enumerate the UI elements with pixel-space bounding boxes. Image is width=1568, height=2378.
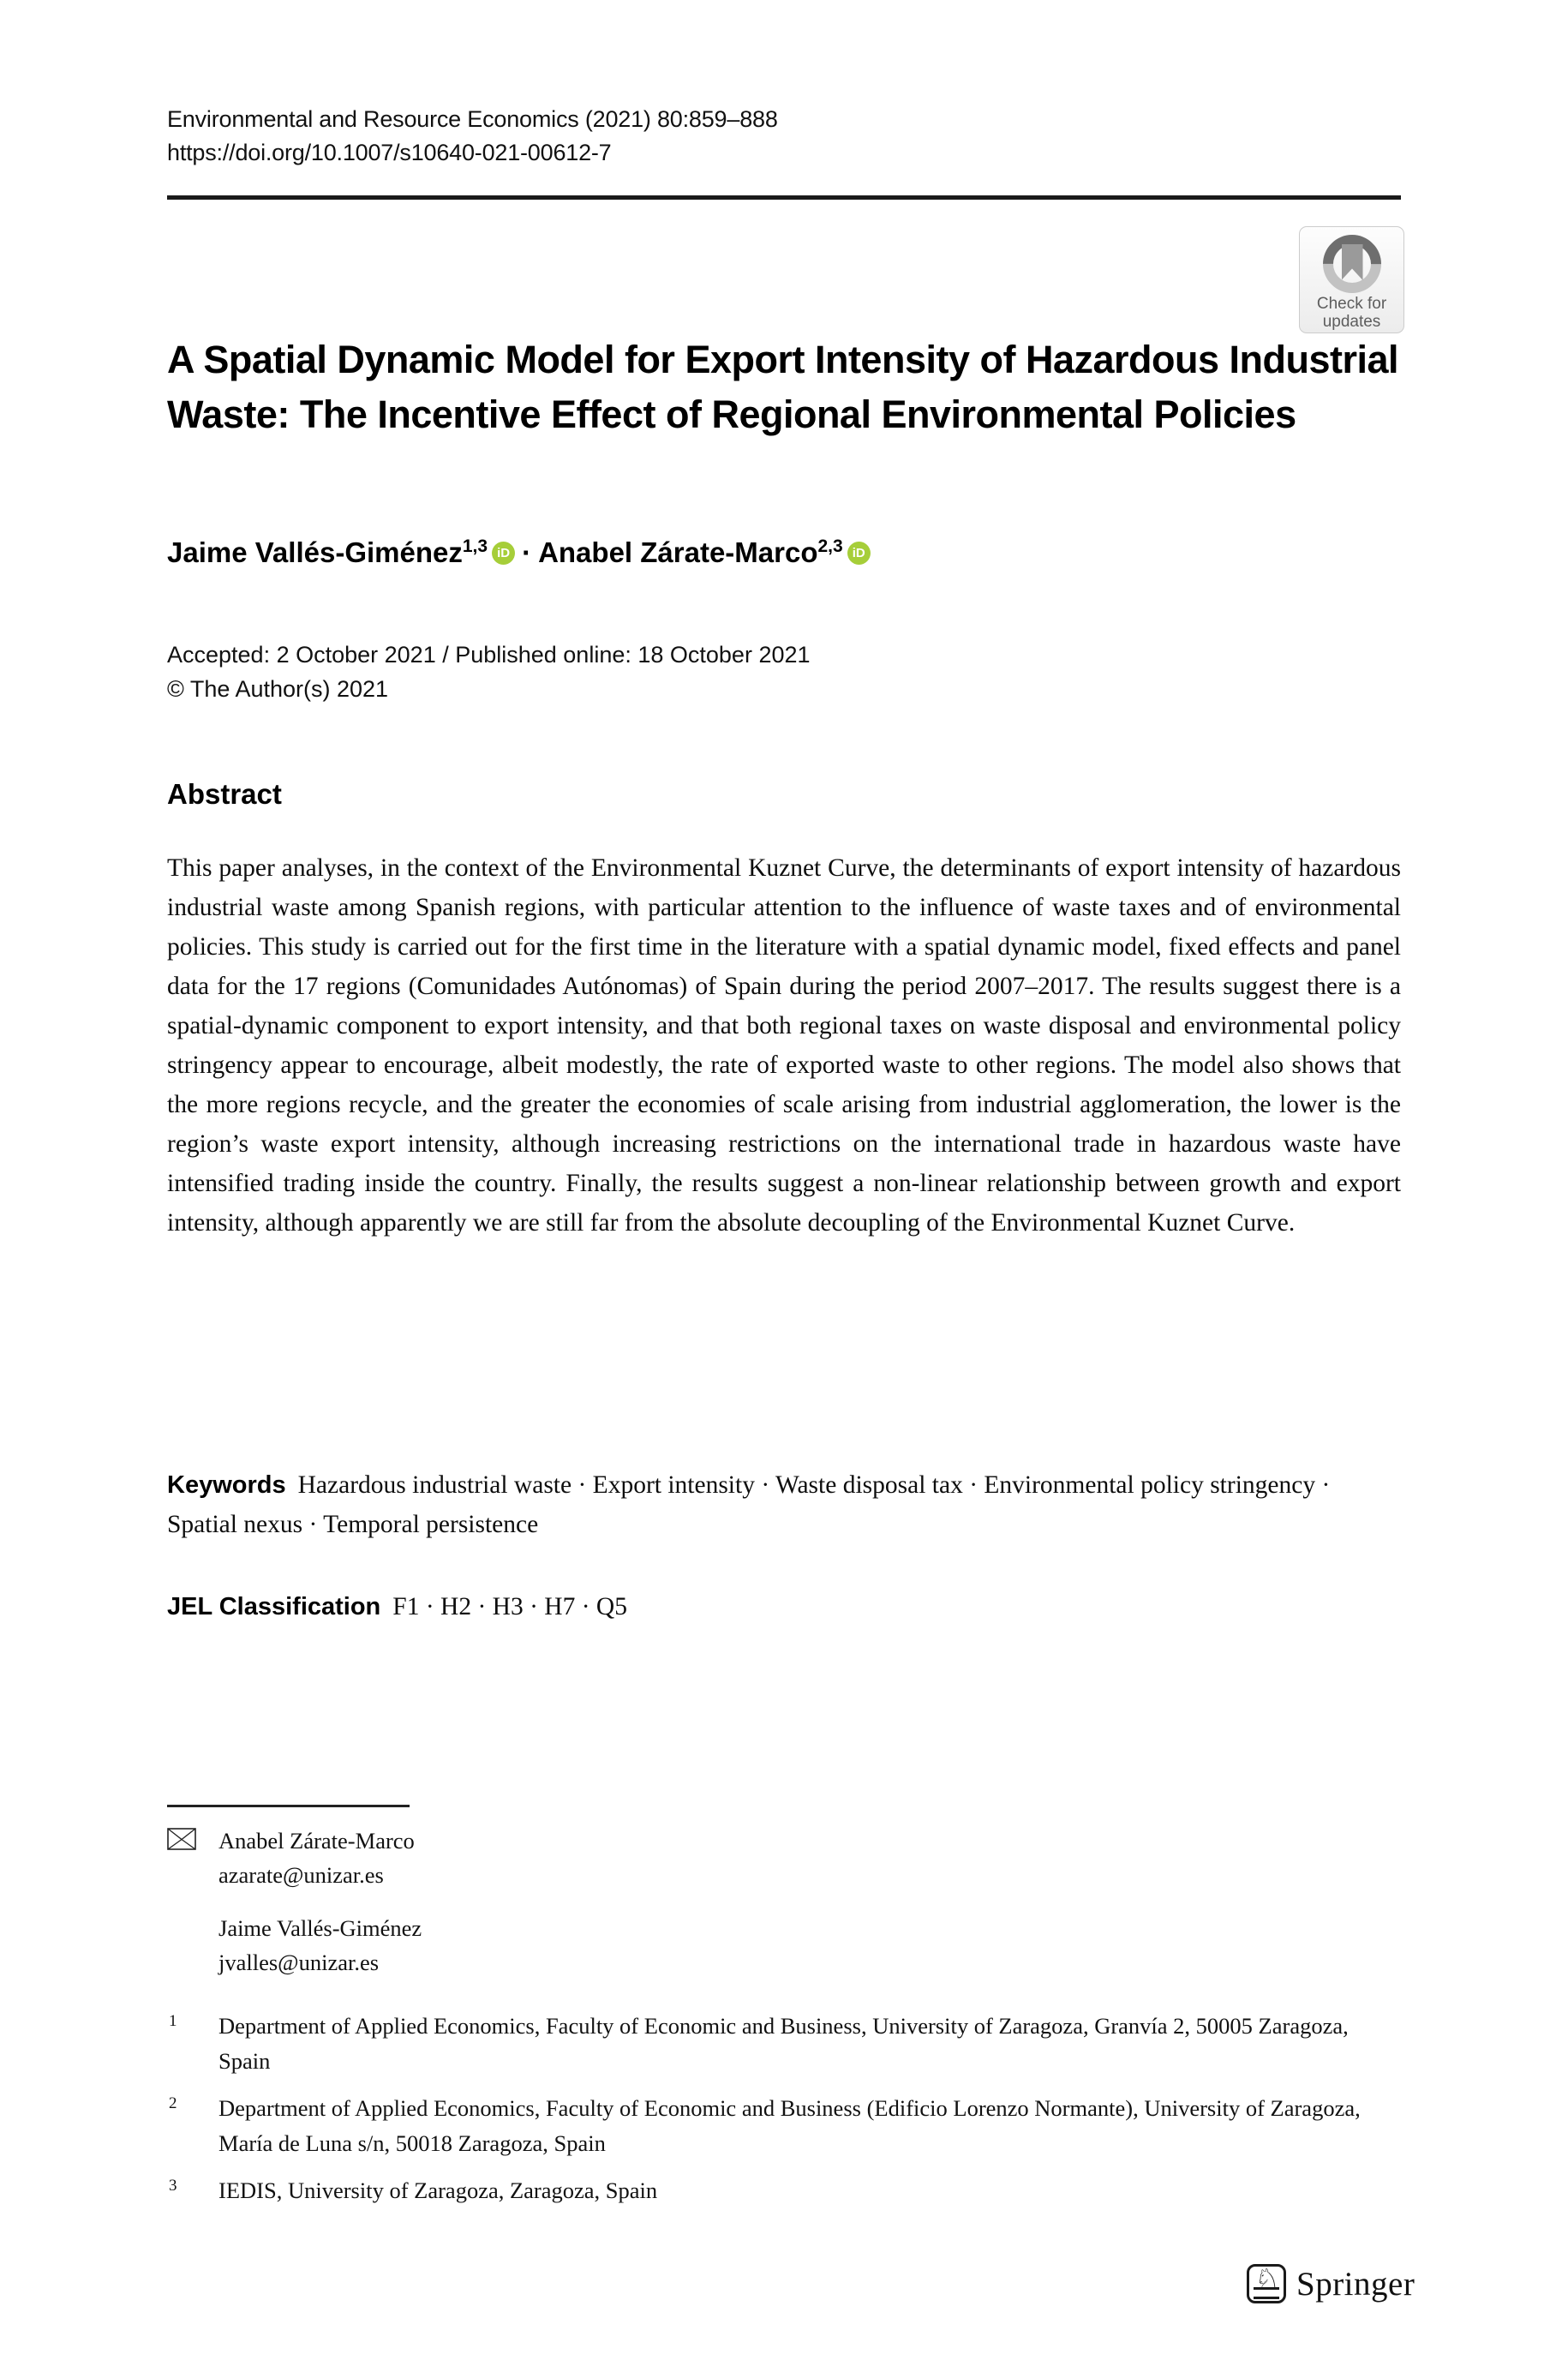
affiliation-2-text: Department of Applied Economics, Faculty of Economic and Business (Edificio Lorenzo Normante), University of Zaragoza, María de Luna s/n, 50018 Zaragoza, Spain — [218, 2095, 1361, 2156]
header-rule — [167, 195, 1401, 200]
springer-horse-icon: ♘ — [1247, 2264, 1286, 2303]
keywords-label: Keywords — [167, 1471, 286, 1499]
envelope-icon — [167, 1828, 196, 1850]
accepted-published-line: Accepted: 2 October 2021 / Published online: 18 October 2021 — [167, 642, 811, 668]
co-author-email[interactable]: jvalles@unizar.es — [218, 1950, 380, 1975]
publication-dates — [167, 638, 1401, 706]
affiliation-2 — [167, 2091, 1401, 2161]
publisher-name: Springer — [1296, 2265, 1415, 2303]
corresponding-author-email[interactable]: azarate@unizar.es — [218, 1862, 384, 1888]
affiliation-1-number: 1 — [169, 2012, 177, 2030]
corresponding-author-name: Anabel Zárate-Marco — [218, 1828, 415, 1854]
springer-logo — [1247, 2264, 1415, 2303]
abstract-heading: Abstract — [167, 778, 282, 810]
author-2-affiliation-sup: 2,3 — [817, 536, 843, 556]
journal-title: Environmental and Resource Economics (2021) 80:859–888 — [167, 106, 778, 132]
affiliation-1 — [167, 2009, 1401, 2079]
correspondence-block — [167, 1824, 1401, 1980]
abstract-text: This paper analyses, in the context of the Environmental Kuznet Curve, the determinants of export intensity of hazardous industrial waste among Spanish regions, with particular attention to the influence of waste taxes and of environmental policies. This study is carried out for the first time in the literature with a spatial dynamic model, fixed effects and panel data for the 17 regions (Comunidades Autónomas) of Spain during the period 2007–2017. The results suggest there is a spatial-dynamic component to export intensity, and that both regional taxes on waste disposal and environmental policy stringency appear to encourage, albeit modestly, the rate of exported waste to other regions. The model also shows that the more regions recycle, and the greater the economies of scale arising from industrial agglomeration, the lower is the region’s waste export intensity, although increasing restrictions on the international trade in hazardous waste have intensified trading inside the country. Finally, the results suggest a non-linear relationship between growth and export intensity, although apparently we are still far from the absolute decoupling of the Environmental Kuznet Curve. — [167, 854, 1401, 1237]
co-author-name: Jaime Vallés-Giménez — [218, 1915, 422, 1941]
keywords-text: Hazardous industrial waste · Export intensity · Waste disposal tax · Environmental policy stringency · Spatial nexus · Temporal persistence — [167, 1471, 1331, 1538]
jel-label: JEL Classification — [167, 1592, 381, 1620]
affiliation-1-text: Department of Applied Economics, Faculty of Economic and Business, University of Zaragoza, Granvía 2, 50005 Zaragoza, Spain — [218, 2013, 1349, 2074]
affiliation-3-number: 3 — [169, 2177, 177, 2195]
corresponding-author — [167, 1824, 1401, 1892]
affiliation-3 — [167, 2173, 1401, 2208]
check-for-updates-label: Check for updates — [1316, 295, 1387, 331]
footnote-rule — [167, 1805, 410, 1807]
check-for-updates-badge[interactable] — [1299, 226, 1404, 333]
author-line — [167, 536, 1401, 569]
jel-text: F1 · H2 · H3 · H7 · Q5 — [392, 1592, 627, 1620]
author-1: Jaime Vallés-Giménez$^{1,3}$ — [167, 536, 488, 568]
orcid-icon[interactable]: iD — [847, 542, 871, 565]
orcid-icon[interactable]: iD — [492, 542, 515, 565]
copyright-line: © The Author(s) 2021 — [167, 676, 389, 702]
check-for-updates-icon — [1323, 235, 1381, 293]
jel-block — [167, 1587, 1401, 1626]
keywords-block — [167, 1465, 1401, 1544]
running-head — [167, 103, 1401, 170]
co-author-contact — [167, 1911, 1401, 1980]
affiliation-2-number: 2 — [169, 2094, 177, 2112]
author-separator: · — [522, 536, 532, 568]
affiliations-list — [167, 2009, 1401, 2220]
paper-title: A Spatial Dynamic Model for Export Intensity of Hazardous Industrial Waste: The Incentive Effect of Regional Environmental Policies — [167, 338, 1399, 436]
affiliation-3-text: IEDIS, University of Zaragoza, Zaragoza, Spain — [218, 2177, 658, 2203]
doi-link[interactable]: https://doi.org/10.1007/s10640-021-00612-7 — [167, 140, 612, 165]
author-2: Anabel Zárate-Marco$^{2,3}$ — [538, 536, 843, 568]
author-1-affiliation-sup: 1,3 — [462, 536, 488, 556]
